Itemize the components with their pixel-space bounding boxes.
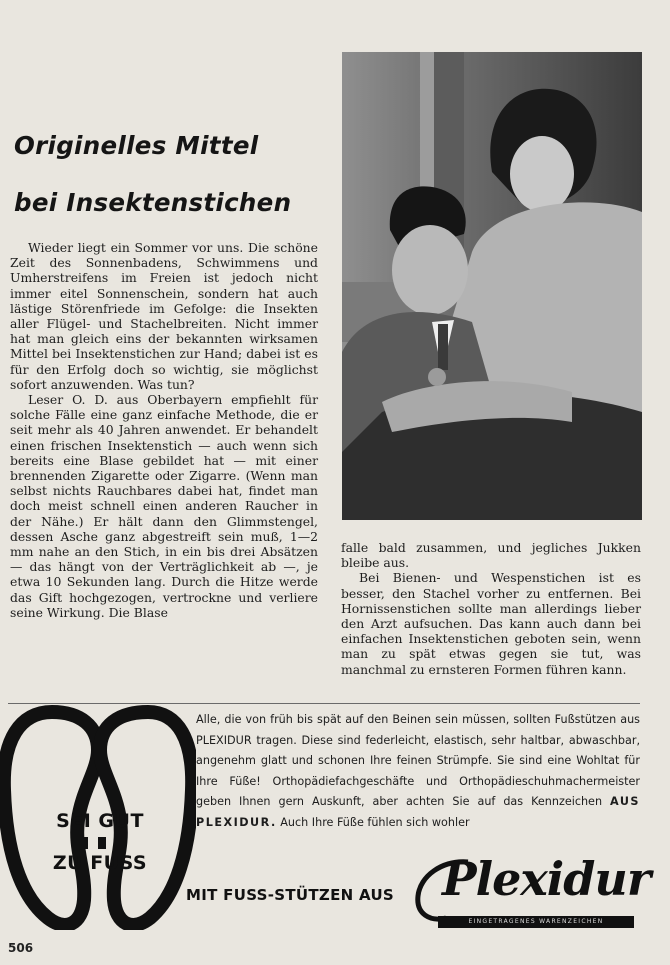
slogan-line-2: ZU FUSS bbox=[52, 852, 148, 874]
article-column-left bbox=[10, 240, 318, 620]
article-photo bbox=[342, 52, 642, 520]
article-title bbox=[14, 117, 334, 231]
logo-wordmark: Plexidur bbox=[442, 852, 651, 906]
ad-text-body: Alle, die von früh bis spät auf den Beinen sein müssen, sollten Fußstützen aus PLEXIDUR tragen. Diese sind federleicht, elastisch, sehr haltbar, abwaschbar, angenehm glatt und schonen Ihre feinen Strümpfe. Sie sind eine Wohltat für Ihre Füße! Orthopädiefachgeschäfte und Orthopädieschuhmachermeister geben Ihnen gern Auskunft, aber achten Sie auf das Kennzeichen bbox=[196, 713, 640, 809]
article-paragraph-2: Leser O. D. aus Oberbayern empfiehlt für solche Fälle eine ganz einfache Methode, die er seit mehr als 40 Jahren anwendet. Er behandelt einen frischen Insektenstich — auch wenn sich bereits eine Blase gebildet hat — mit einer brennenden Zigarette oder Zigarre. (Wenn man selbst nichts Rauchbares dabei hat, findet man doch meist schnell einen anderen Raucher in der Nähe.) Er hält dann den Glimmstengel, dessen Asche ganz abgestreift sein muß, 1—2 mm nahe an den Stich, in ein bis drei Absätzen — das hängt von der Verträglichkeit ab —, je etwa 10 Sekunden lang. Durch die Hitze werde das Gift hochgezogen, vertrockne und verliere seine Wirkung. Die Blase bbox=[10, 392, 318, 620]
logo-trademark-bar: EINGETRAGENES WARENZEICHEN bbox=[438, 916, 634, 928]
slogan-line-1: SEI GUT bbox=[56, 810, 144, 832]
article-title-line-2: bei Insektenstichen bbox=[14, 188, 292, 217]
slogan-divider-marks bbox=[72, 837, 132, 849]
plexidur-logo bbox=[412, 852, 651, 934]
ad-text-closing: Auch Ihre Füße fühlen sich wohler bbox=[280, 815, 470, 829]
advertisement-text bbox=[196, 710, 640, 834]
article-title-line-1: Originelles Mittel bbox=[14, 131, 259, 160]
article-paragraph-4: Bei Bienen- und Wespenstichen ist es besser, den Stachel vorher zu entfernen. Bei Hornissenstichen sollte man allerdings lieber den Arzt aufsuchen. Das kann auch dann bei einfachen Insektenstichen geboten sein, wenn man zu spät etwas gegen sie tut, was manchmal zu ernsteren Formen führen kann. bbox=[341, 570, 641, 677]
article-paragraph-1: Wieder liegt ein Sommer vor uns. Die schöne Zeit des Sonnenbadens, Schwimmens und Umherstreifens im Freien ist jedoch nicht immer eitel Sonnenschein, sondern hat auch lästige Störenfriede im Gefolge: die Insekten aller Flügel- und Stachelbreiten. Nicht immer hat man gleich eins der bekannten wirksamen Mittel bei Insektenstichen zur Hand; dabei ist es für den Erfolg doch so wichtig, sie möglichst sofort anzuwenden. Was tun? bbox=[10, 240, 318, 392]
article-paragraph-3: falle bald zusammen, und jegliches Jukken bleibe aus. bbox=[341, 540, 641, 571]
ad-brand-emphasis: AUS PLEXIDUR. bbox=[196, 795, 640, 829]
page-number: 506 bbox=[8, 941, 34, 955]
photo-illustration bbox=[342, 52, 642, 520]
article-column-right bbox=[341, 540, 641, 677]
ad-tagline: MIT FUSS-STÜTZEN AUS bbox=[186, 886, 395, 904]
